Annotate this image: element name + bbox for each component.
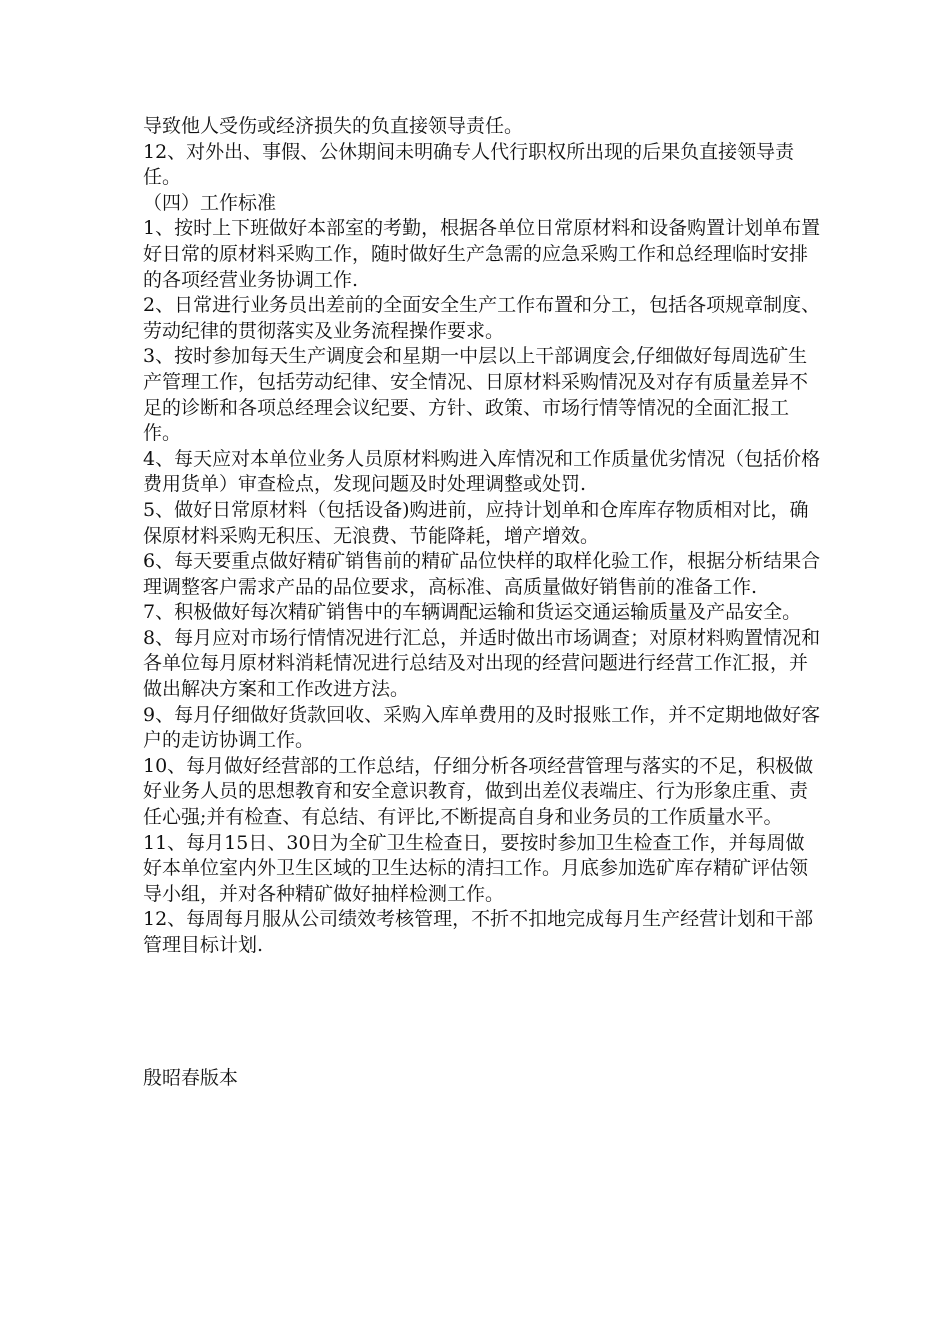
standard-item-8: 8、每月应对市场行情情况进行汇总，并适时做出市场调查；对原材料购置情况和各单位每月原材料消耗情况进行总结及对出现的经营问题进行经营工作汇报，并做出解决方案和工作改进方法。 — [143, 626, 821, 701]
paragraph-item-12-responsibility: 12、对外出、事假、公休期间未明确专人代行职权所出现的后果负直接领导责任。 — [143, 140, 795, 189]
standard-item-4: 4、每天应对本单位业务人员原材料购进入库情况和工作质量优劣情况（包括价格费用货单）审查检点，发现问题及时处理调整或处罚. — [143, 447, 821, 496]
standard-item-9: 9、每月仔细做好货款回收、采购入库单费用的及时报账工作，并不定期地做好客户的走访协调工作。 — [143, 703, 821, 752]
standard-item-3: 3、按时参加每天生产调度会和星期一中层以上干部调度会,仔细做好每周选矿生产管理工作，包括劳动纪律、安全情况、日原材料采购情况及对存有质量差异不足的诊断和各项总经理会议纪要、方针、政策、市场行情等情况的全面汇报工作。 — [143, 345, 809, 445]
standard-item-7: 7、积极做好每次精矿销售中的车辆调配运输和货运交通运输质量及产品安全。 — [143, 601, 802, 624]
paragraph-continuation: 导致他人受伤或经济损失的负直接领导责任。 — [143, 115, 524, 137]
standard-item-10: 10、每月做好经营部的工作总结，仔细分析各项经营管理与落实的不足，积极做好业务人员的思想教育和安全意识教育，做到出差仪表端庄、行为形象庄重、责任心强;并有检查、有总结、有评比,不断提高自身和业务员的工作质量水平。 — [143, 754, 814, 829]
standard-item-11: 11、每月15日、30日为全矿卫生检查日，要按时参加卫生检查工作，并每周做好本单位室内外卫生区域的卫生达标的清扫工作。月底参加选矿库存精矿评估领导小组，并对各种精矿做好抽样检测工作。 — [143, 831, 809, 905]
standard-item-2: 2、日常进行业务员出差前的全面安全生产工作布置和分工，包括各项规章制度、劳动纪律的贯彻落实及业务流程操作要求。 — [143, 294, 821, 342]
section-heading-work-standards: （四）工作标准 — [143, 191, 277, 214]
standard-item-6: 6、每天要重点做好精矿销售前的精矿品位快样的取样化验工作，根据分析结果合理调整客户需求产品的品位要求，高标准、高质量做好销售前的准备工作. — [143, 550, 821, 598]
standard-item-5: 5、做好日常原材料（包括设备)购进前，应持计划单和仓库库存物质相对比，确保原材料采购无积压、无浪费、节能降耗，增产增效。 — [143, 498, 809, 547]
standard-item-12: 12、每周每月服从公司绩效考核管理，不折不扣地完成每月生产经营计划和干部管理目标计划. — [143, 908, 814, 956]
document-body — [143, 114, 823, 959]
document-signature: 殷昭春版本 — [143, 1067, 239, 1089]
standard-item-1: 1、按时上下班做好本部室的考勤，根据各单位日常原材料和设备购置计划单布置好日常的原材料采购工作，随时做好生产急需的应急采购工作和总经理临时安排的各项经营业务协调工作. — [143, 217, 821, 291]
